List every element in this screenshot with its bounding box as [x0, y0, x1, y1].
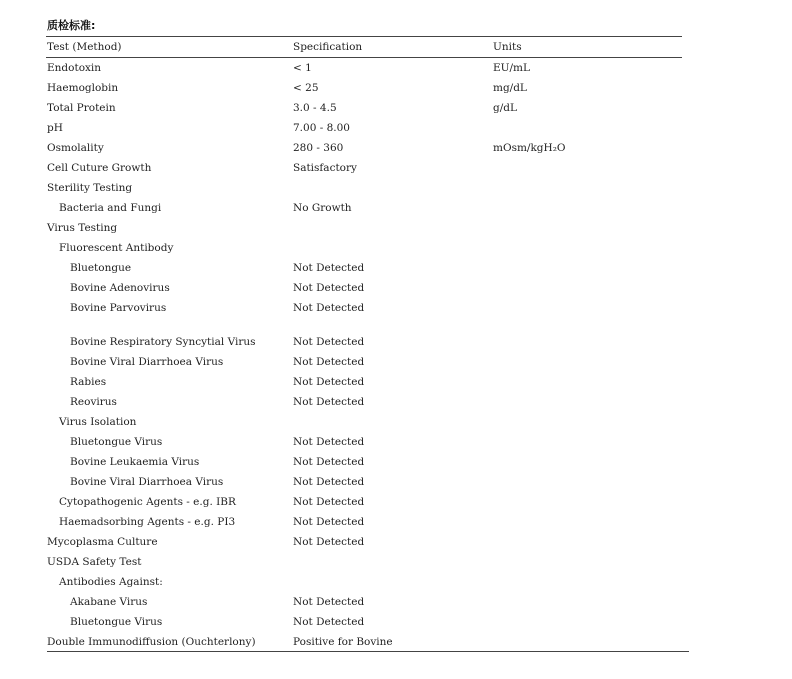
test-name: Bovine Leukaemia Virus	[70, 456, 200, 468]
test-name: Bluetongue	[70, 262, 132, 274]
table-row	[0, 118, 792, 138]
table-row	[0, 412, 792, 432]
specification: Not Detected	[293, 336, 365, 348]
table-row	[0, 178, 792, 198]
specification: Not Detected	[293, 476, 365, 488]
table-row	[0, 512, 792, 532]
table-row	[0, 472, 792, 492]
specification: Not Detected	[293, 396, 365, 408]
table-row	[0, 452, 792, 472]
test-name: Bluetongue Virus	[70, 616, 163, 628]
specification: No Growth	[293, 202, 352, 214]
test-name: Bacteria and Fungi	[59, 202, 162, 214]
table-row	[0, 138, 792, 158]
specification: Not Detected	[293, 496, 365, 508]
header-test: Test (Method)	[47, 41, 122, 53]
header-specification: Specification	[293, 41, 363, 53]
test-name: Mycoplasma Culture	[47, 536, 158, 548]
test-name: pH	[47, 122, 63, 134]
specification: Positive for Bovine	[293, 636, 393, 648]
specification: Not Detected	[293, 616, 365, 628]
test-name: Bovine Viral Diarrhoea Virus	[70, 476, 224, 488]
table-row	[0, 158, 792, 178]
specification: Not Detected	[293, 302, 365, 314]
table-row	[0, 218, 792, 238]
specification: Not Detected	[293, 376, 365, 388]
table-row	[0, 198, 792, 218]
specification: 280 - 360	[293, 142, 344, 154]
test-name: Antibodies Against:	[59, 576, 163, 588]
test-name: Reovirus	[70, 396, 117, 408]
table-row	[0, 492, 792, 512]
specification: Satisfactory	[293, 162, 357, 174]
specification: Not Detected	[293, 536, 365, 548]
units: EU/mL	[493, 62, 530, 74]
table-bottom-rule	[47, 651, 689, 652]
specification: Not Detected	[293, 516, 365, 528]
specification: 7.00 - 8.00	[293, 122, 350, 134]
table-row	[0, 392, 792, 412]
table-row	[0, 258, 792, 278]
specification: Not Detected	[293, 456, 365, 468]
test-name: Haemadsorbing Agents - e.g. PI3	[59, 516, 236, 528]
table-row	[0, 372, 792, 392]
table-row	[0, 612, 792, 632]
table-row	[0, 352, 792, 372]
units: g/dL	[493, 102, 517, 114]
header-units: Units	[493, 41, 522, 53]
section-title: 质检标准:	[47, 19, 96, 32]
table-row	[0, 298, 792, 318]
table-row	[0, 432, 792, 452]
specification: Not Detected	[293, 356, 365, 368]
test-name: Virus Testing	[47, 222, 118, 234]
table-row	[0, 98, 792, 118]
test-name: Osmolality	[47, 142, 104, 154]
test-name: Cytopathogenic Agents - e.g. IBR	[59, 496, 236, 508]
test-name: Total Protein	[47, 102, 116, 114]
test-name: Cell Cuture Growth	[47, 162, 152, 174]
test-name: Bovine Viral Diarrhoea Virus	[70, 356, 224, 368]
test-name: Akabane Virus	[70, 596, 148, 608]
specification: 3.0 - 4.5	[293, 102, 337, 114]
table-row	[0, 632, 792, 652]
table-row	[0, 238, 792, 258]
table-row	[0, 572, 792, 592]
test-name: Endotoxin	[47, 62, 102, 74]
test-name: Sterility Testing	[47, 182, 133, 194]
specification: < 1	[293, 62, 312, 74]
units: mOsm/kgH₂O	[493, 142, 566, 154]
specification: Not Detected	[293, 436, 365, 448]
specification: Not Detected	[293, 262, 365, 274]
table-header	[0, 37, 792, 57]
test-name: Rabies	[70, 376, 107, 388]
test-name: Bluetongue Virus	[70, 436, 163, 448]
test-name: Virus Isolation	[59, 416, 137, 428]
test-name: Bovine Parvovirus	[70, 302, 167, 314]
test-name: Fluorescent Antibody	[59, 242, 174, 254]
table-row	[0, 552, 792, 572]
table-row	[0, 532, 792, 552]
table-row	[0, 78, 792, 98]
test-name: Haemoglobin	[47, 82, 119, 94]
table-row	[0, 58, 792, 78]
table-row	[0, 278, 792, 298]
test-name: Double Immunodiffusion (Ouchterlony)	[47, 636, 256, 648]
table-row	[0, 332, 792, 352]
specification: < 25	[293, 82, 319, 94]
specification: Not Detected	[293, 282, 365, 294]
units: mg/dL	[493, 82, 527, 94]
test-name: USDA Safety Test	[47, 556, 142, 568]
test-name: Bovine Adenovirus	[70, 282, 170, 294]
specification: Not Detected	[293, 596, 365, 608]
test-name: Bovine Respiratory Syncytial Virus	[70, 336, 256, 348]
table-row	[0, 592, 792, 612]
